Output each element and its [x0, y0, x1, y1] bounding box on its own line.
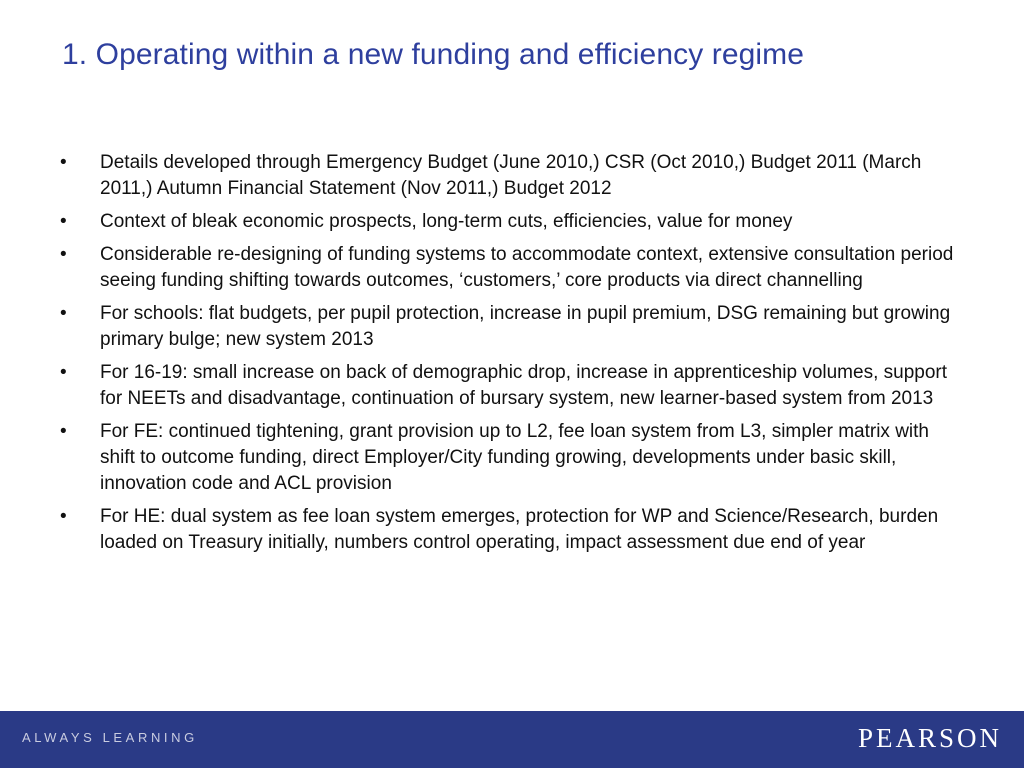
bullet-list — [60, 150, 960, 563]
bullet-item — [60, 419, 960, 497]
bullet-text: For 16-19: small increase on back of demographic drop, increase in apprenticeship volumes, support for NEETs and disadvantage, continuation of bursary system, new learner-based system from 2013 — [100, 362, 948, 409]
bullet-icon: • — [60, 152, 67, 173]
bullet-text: For HE: dual system as fee loan system emerges, protection for WP and Science/Research, burden loaded on Treasury initially, numbers control operating, impact assessment due end of year — [100, 506, 939, 553]
pearson-logo: PEARSON — [857, 723, 1002, 753]
bullet-text: For schools: flat budgets, per pupil protection, increase in pupil premium, DSG remaining but growing primary bulge; new system 2013 — [100, 303, 951, 350]
footer-tagline: ALWAYS LEARNING — [22, 730, 198, 745]
bullet-icon: • — [60, 506, 67, 527]
slide-title: 1. Operating within a new funding and efficiency regime — [62, 38, 805, 71]
bullet-item — [60, 504, 960, 556]
bullet-item — [60, 301, 960, 353]
bullet-text: Context of bleak economic prospects, long-term cuts, efficiencies, value for money — [100, 211, 793, 232]
bullet-item — [60, 150, 960, 202]
bullet-item — [60, 360, 960, 412]
bullet-text: For FE: continued tightening, grant provision up to L2, fee loan system from L3, simpler matrix with shift to outcome funding, direct Employer/City funding growing, developments under basic skill, innovation code and ACL provision — [100, 421, 929, 494]
footer-bar — [0, 711, 1024, 768]
bullet-text: Details developed through Emergency Budget (June 2010,) CSR (Oct 2010,) Budget 2011 (March 2011,) Autumn Financial Statement (Nov 2011,) Budget 2012 — [100, 152, 922, 199]
bullet-icon: • — [60, 211, 67, 232]
bullet-item — [60, 242, 960, 294]
bullet-item — [60, 209, 960, 235]
bullet-icon: • — [60, 362, 67, 383]
bullet-icon: • — [60, 303, 67, 324]
bullet-text: Considerable re-designing of funding systems to accommodate context, extensive consultation period seeing funding shifting towards outcomes, ‘customers,’ core products via direct channelling — [100, 244, 954, 291]
bullet-icon: • — [60, 421, 67, 442]
bullet-icon: • — [60, 244, 67, 265]
